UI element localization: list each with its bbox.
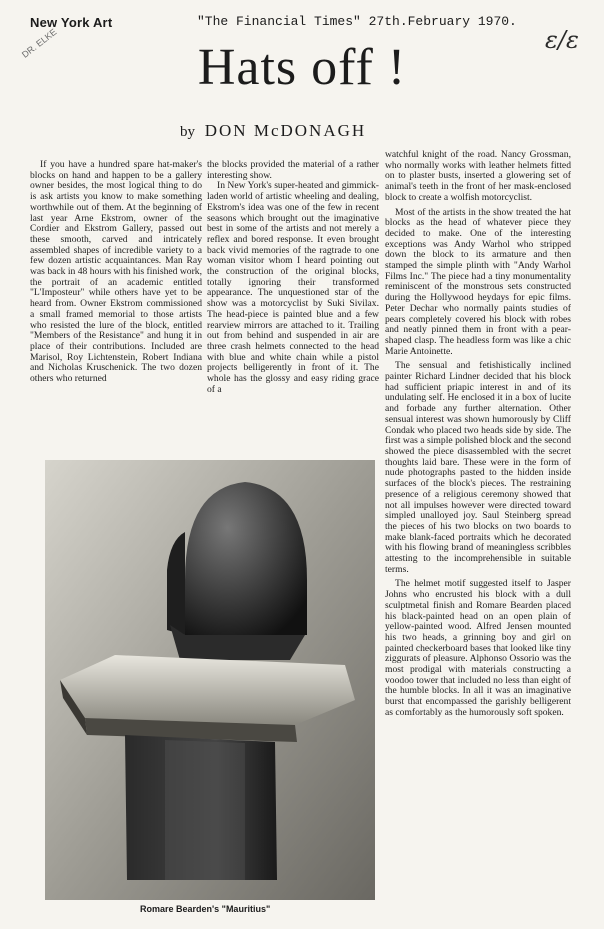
sculpture-photo	[45, 460, 375, 900]
paragraph: Most of the artists in the show treated the hat blocks as the head of whatever piece they decided to make. One of the interesting exceptions was Andy Warhol who stripped down the block to its armature and then stamped the simple plinth with "Andy Warhol Films Inc." The piece had a tiny monumentality reminiscent of the monstrous sets constructed during the Hollywood heydays for epic films. Peter Dechar who normally paints studies of pears completely covered his block with robes and neatly pinned them in front with a pear-shaped clasp. The headless form was like a chic Marie Antoinette.	[385, 206, 571, 357]
article-column-2	[207, 160, 379, 450]
author-name: DON McDONAGH	[204, 121, 367, 140]
paragraph: In New York's super-heated and gimmick-laden world of artistic wheeling and dealing, Ekstrom's idea was one of the few in recent seasons which brought out the imaginative best in some of the artists and not merely a reflex and bored response. It even brought back vivid memories of the ragtrade to one woman visitor whom I heard pointing out the construction of the original blocks, totally ignoring their transformed appearance. The unquestioned star of the show was a motorcyclist by Suki Sivilax. The head-piece is painted blue and a few rearview mirrors are attached to it. Trailing out from behind and suspended in air are three crash helmets connected to the head with blue and white chain while a pistol projects belligerently in front of it. The whole has the glossy and easy riding grace of a	[207, 180, 379, 395]
paragraph: watchful knight of the road. Nancy Grossman, who normally works with leather helmets fitted on to plaster busts, inserted a glowering set of animal's teeth in the front of her mask-enclosed block to create a wolfish motorcyclist.	[385, 150, 571, 203]
photo-caption: Romare Bearden's "Mauritius"	[140, 904, 271, 914]
paragraph: The sensual and fetishistically inclined painter Richard Lindner decided that his block had sufficient priapic interest in and of its undulating self. He enclosed it in a box of lucite and forbade any further alternation. Other sensual interest was shown humorously by Cliff Condak who placed two heads side by side. The first was a simple polished block and the second showed the piece disassembled with the secret thoughts laid bare. These were in the form of nude photographs pasted to the hidden inside surfaces of the block's pieces. The restraining presence of a religious ceremony showed that not all impulses however were directed toward simpled unalloyed joy. Saul Steinberg spread the pieces of his two blocks on two boards to make blank-faced portraits which he decorated with his flowing brand of meaningless scribbles attesting to the incomprehensible in suitable terms.	[385, 360, 571, 575]
byline	[180, 121, 366, 141]
archive-stamp: DR. ELKE	[20, 26, 59, 60]
byline-prefix: by	[180, 124, 195, 140]
article-column-3	[385, 150, 571, 912]
section-label: New York Art	[30, 15, 113, 30]
paragraph: If you have a hundred spare hat-maker's blocks on hand and happen to be a gallery owner besides, the most logical thing to do is ask artists you know to make something worthwhile out of them. At the beginning of last year Arne Ekstrom, owner of the Cordier and Ekstrom Gallery, passed out these smooth, carved and intricately assembled shapes of incredible variety to a few dozen artistic acquaintances. Man Ray was back in 48 hours with his finished work, the portrait of an academic entitled "L'Imposteur" while others have yet to be heard from. Owner Ekstrom commissioned a small framed memorial to those artists who resisted the lure of the block, entitled "Members of the Resistance" and hung it in place of their contributions. Included are Marisol, Roy Lichtenstein, Robert Indiana and Nicholas Kruschenick. The two dozen others who returned	[30, 160, 202, 385]
sculpture-image	[45, 460, 375, 900]
paragraph: the blocks provided the material of a rather interesting show.	[207, 160, 379, 181]
handwritten-note: ε/ε	[545, 26, 579, 54]
article-column-1	[30, 160, 202, 450]
paragraph: The helmet motif suggested itself to Jasper Johns who encrusted his block with a dull sculptmetal finish and Romare Bearden placed his black-painted head on an open plain of yellow-painted wood. Alfred Jensen mounted his two heads, a grinning boy and girl on painted checkerboard bases that looked like tiny ziggurats of pleasure. Alphonso Ossorio was the most prodigal with materials constructing a voodoo tower that included no less than eight of the humble blocks. In all it was an imaginative burst that encompassed the garishly belligerent as comfortably as the humorously soft spoken.	[385, 578, 571, 718]
article-headline: Hats off !	[197, 39, 407, 96]
publication-source: "The Financial Times" 27th.February 1970.	[197, 14, 517, 29]
